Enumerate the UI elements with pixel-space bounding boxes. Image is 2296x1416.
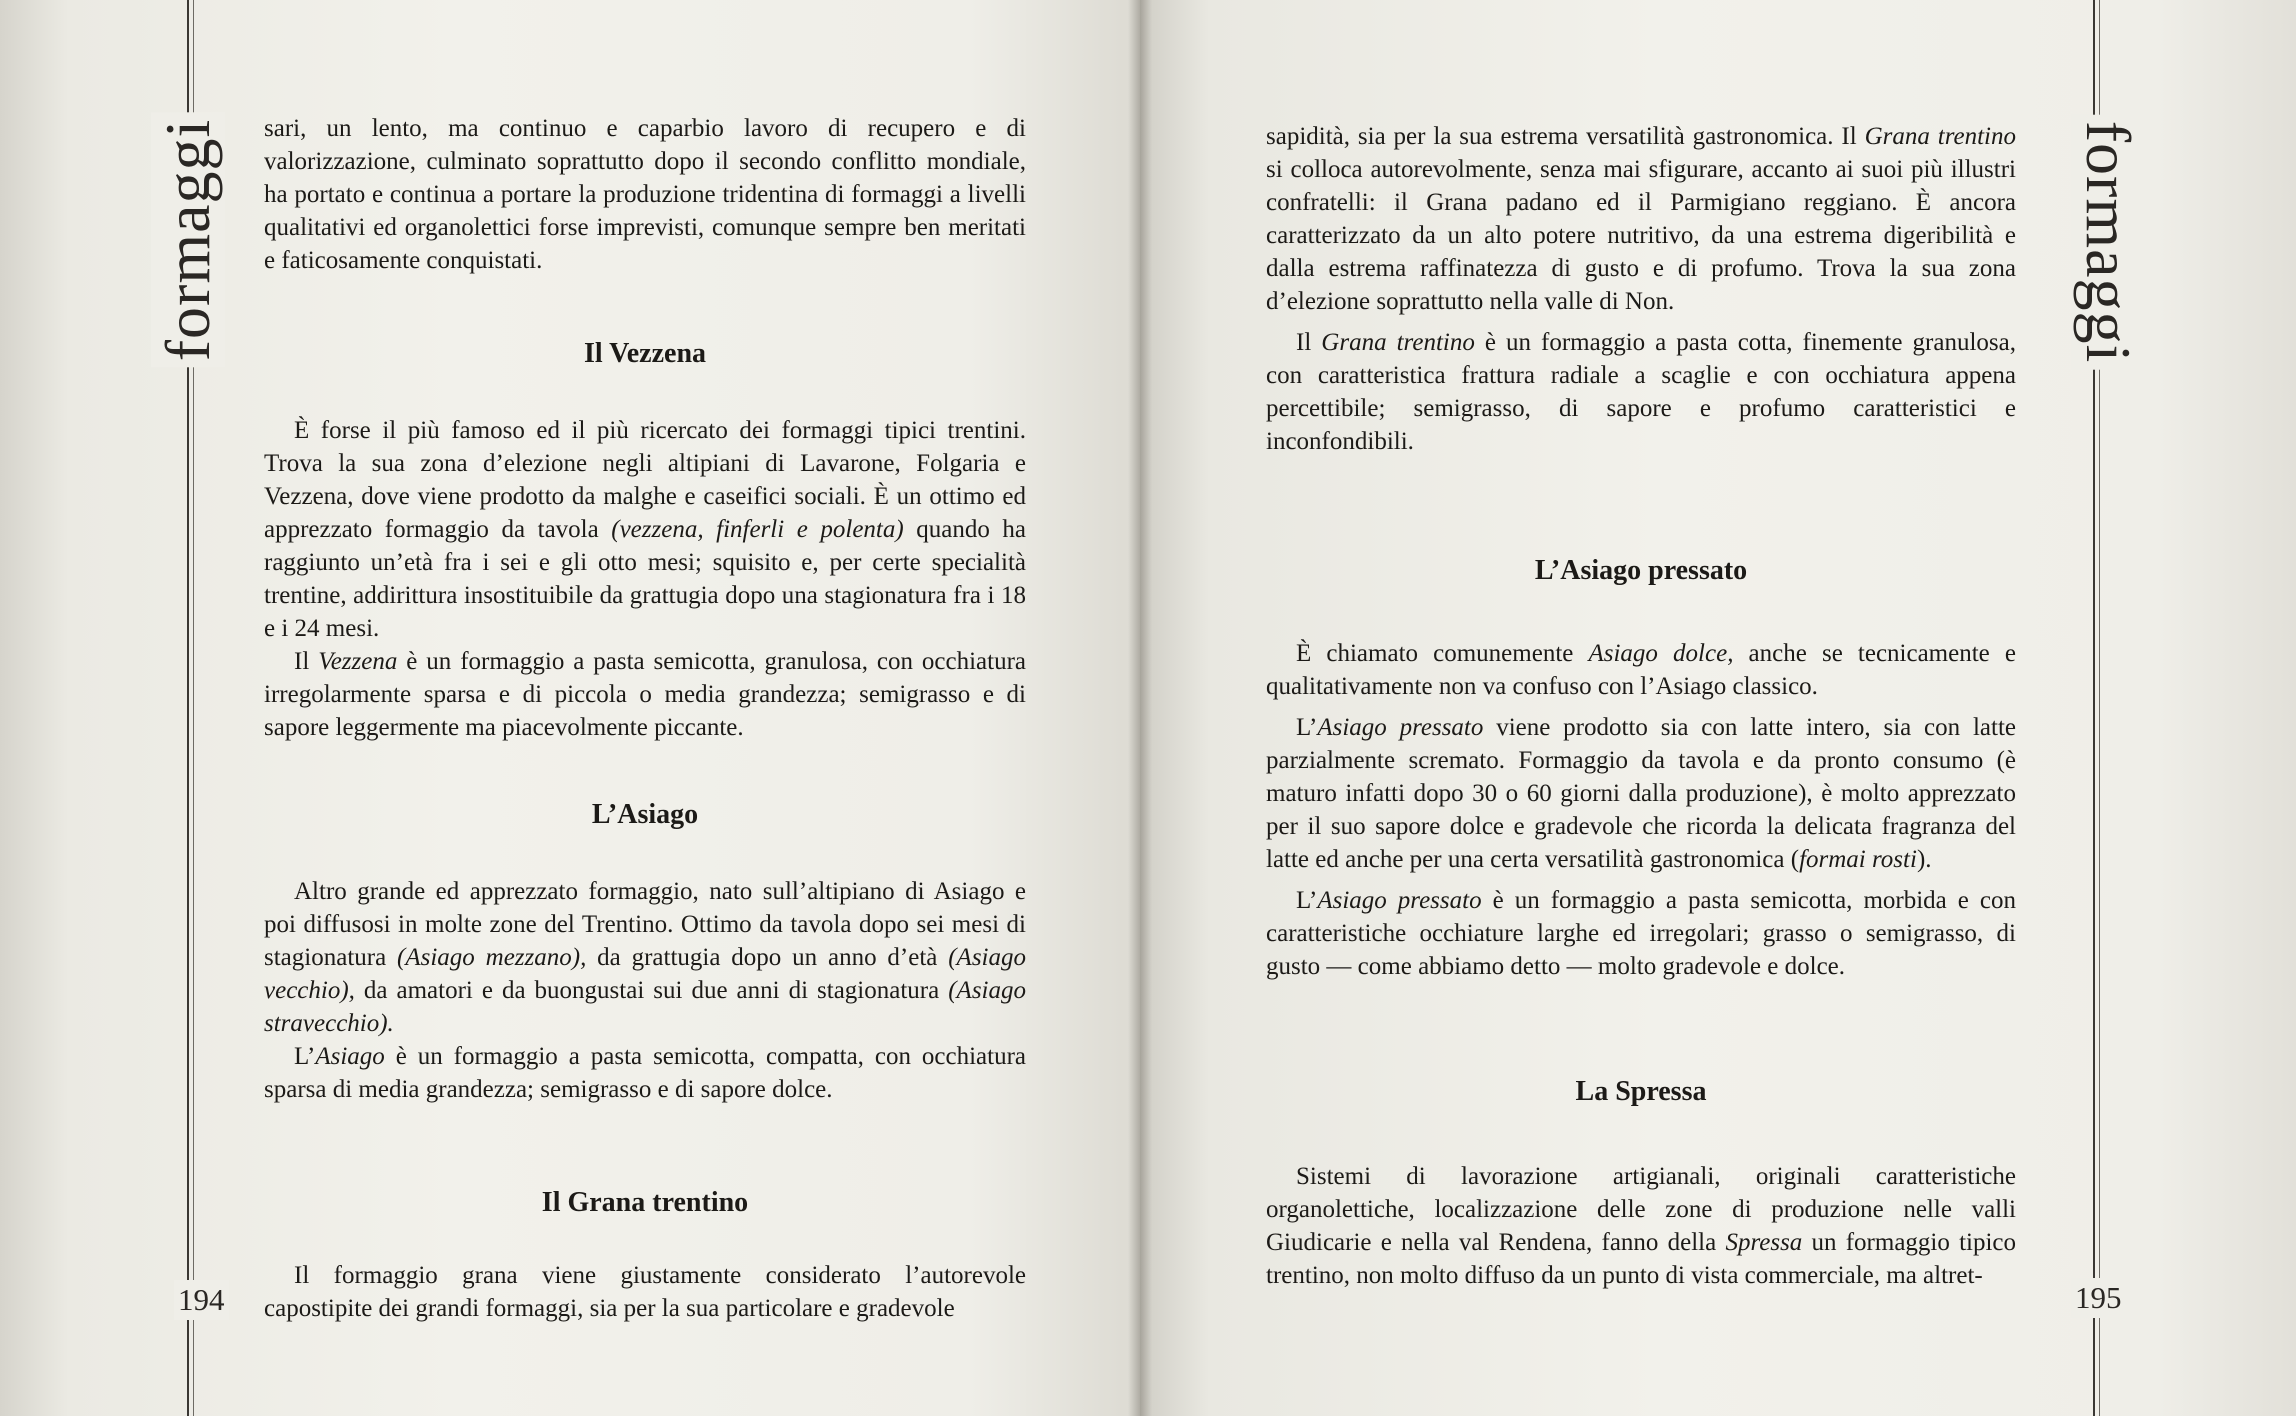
running-head-right: formaggi <box>2071 115 2145 370</box>
paragraph: sari, un lento, ma continuo e caparbio lavoro di recupero e di valorizzazione, culminato soprattutto dopo il secondo conflitto mondiale, ha portato e continua a portare la produzione tridentina di formaggi a livelli qualitativi ed organolettici forse imprevisti, comunque sempre ben meritati e faticosamente conquistati. <box>264 115 1026 274</box>
paragraph: Il Grana trentino è un formaggio a pasta cotta, finemente granulosa, con caratteristica frattura radiale a scaglie e con occhiatura appena percettibile; semigrasso, di sapore e profumo caratteristici e inconfondibili. <box>1266 329 2016 455</box>
running-head-left: formaggi <box>151 113 225 368</box>
paragraph: È chiamato comunemente Asiago dolce, anche se tecnicamente e qualitativamente non va confuso con l’Asiago classico. <box>1266 640 2016 700</box>
section-heading-spressa: La Spressa <box>1575 1076 1707 1107</box>
paragraph: Il formaggio grana viene giustamente considerato l’autorevole capostipite dei grandi formaggi, sia per la sua particolare e gradevole <box>264 1262 1026 1322</box>
paragraph: Sistemi di lavorazione artigianali, originali caratteristiche organolettiche, localizzazione delle zone di produzione nelle valli Giudicarie e nella val Rendena, fanno della Spressa un formaggio tipico trentino, non molto diffuso da un punto di vista commerciale, ma altret- <box>1266 1163 2017 1289</box>
page-number-right: 195 <box>2071 1278 2126 1318</box>
paragraph: È forse il più famoso ed il più ricercato dei formaggi tipici trentini. Trova la sua zona d’elezione negli altipiani di Lavarone, Folgaria e Vezzena, dove viene prodotto da malghe e caseifici sociali. È un ottimo ed apprezzato formaggio da tavola (vezzena, finferli e polenta) quando ha raggiunto un’età fra i sei e gli otto mesi; squisito e, per certe specialità trentine, addirittura insostituibile da grattugia dopo una stagionatura fra i 18 e i 24 mesi. <box>264 417 1026 642</box>
paragraph: L’Asiago è un formaggio a pasta semicotta, compatta, con occhiatura sparsa di media grandezza; semigrasso e di sapore dolce. <box>264 1043 1026 1103</box>
paragraph: sapidità, sia per la sua estrema versatilità gastronomica. Il Grana trentino si colloca autorevolmente, senza mai sfigurare, accanto ai suoi più illustri confratelli: il Grana padano ed il Parmigiano reggiano. È ancora caratterizzato da un alto potere nutritivo, da una estrema digeribilità e dalla estrema raffinatezza di gusto e di profumo. Trova la sua zona d’elezione soprattutto nella valle di Non. <box>1266 123 2016 315</box>
left-text-column <box>264 112 1026 1325</box>
section-heading-asiago-pressato: L’Asiago pressato <box>1534 555 1748 586</box>
paragraph: Altro grande ed apprezzato formaggio, nato sull’altipiano di Asiago e poi diffusosi in molte zone del Trentino. Ottimo da tavola dopo sei mesi di stagionatura (Asiago mezzano), da grattugia dopo un anno d’età (Asiago vecchio), da amatori e da buongustai sui due anni di stagionatura (Asiago stravecchio). <box>264 878 1026 1037</box>
right-text-column <box>1266 120 2016 1292</box>
book-gutter <box>1128 0 1152 1416</box>
paragraph: L’Asiago pressato viene prodotto sia con latte intero, sia con latte parzialmente scremato. Formaggio da tavola e da pronto consumo (è maturo infatti dopo 30 o 60 giorni dalla produzione), è molto apprezzato per il suo sapore dolce e gradevole che ricorda la delicata fragranza del latte ed anche per una certa versatilità gastronomica (formai rosti). <box>1266 714 2016 873</box>
section-heading-vezzena: Il Vezzena <box>583 338 707 369</box>
paragraph: L’Asiago pressato è un formaggio a pasta semicotta, morbida e con caratteristiche occhiature larghe ed irregolari; grasso o semigrasso, di gusto — come abbiamo detto — molto gradevole e dolce. <box>1266 887 2016 980</box>
page-number-left: 194 <box>174 1280 229 1320</box>
section-heading-asiago: L’Asiago <box>591 799 699 830</box>
section-heading-grana-trentino: Il Grana trentino <box>541 1187 749 1218</box>
paragraph: Il Vezzena è un formaggio a pasta semicotta, granulosa, con occhiatura irregolarmente sparsa e di piccola o media grandezza; semigrasso e di sapore leggermente ma piacevolmente piccante. <box>264 648 1027 741</box>
